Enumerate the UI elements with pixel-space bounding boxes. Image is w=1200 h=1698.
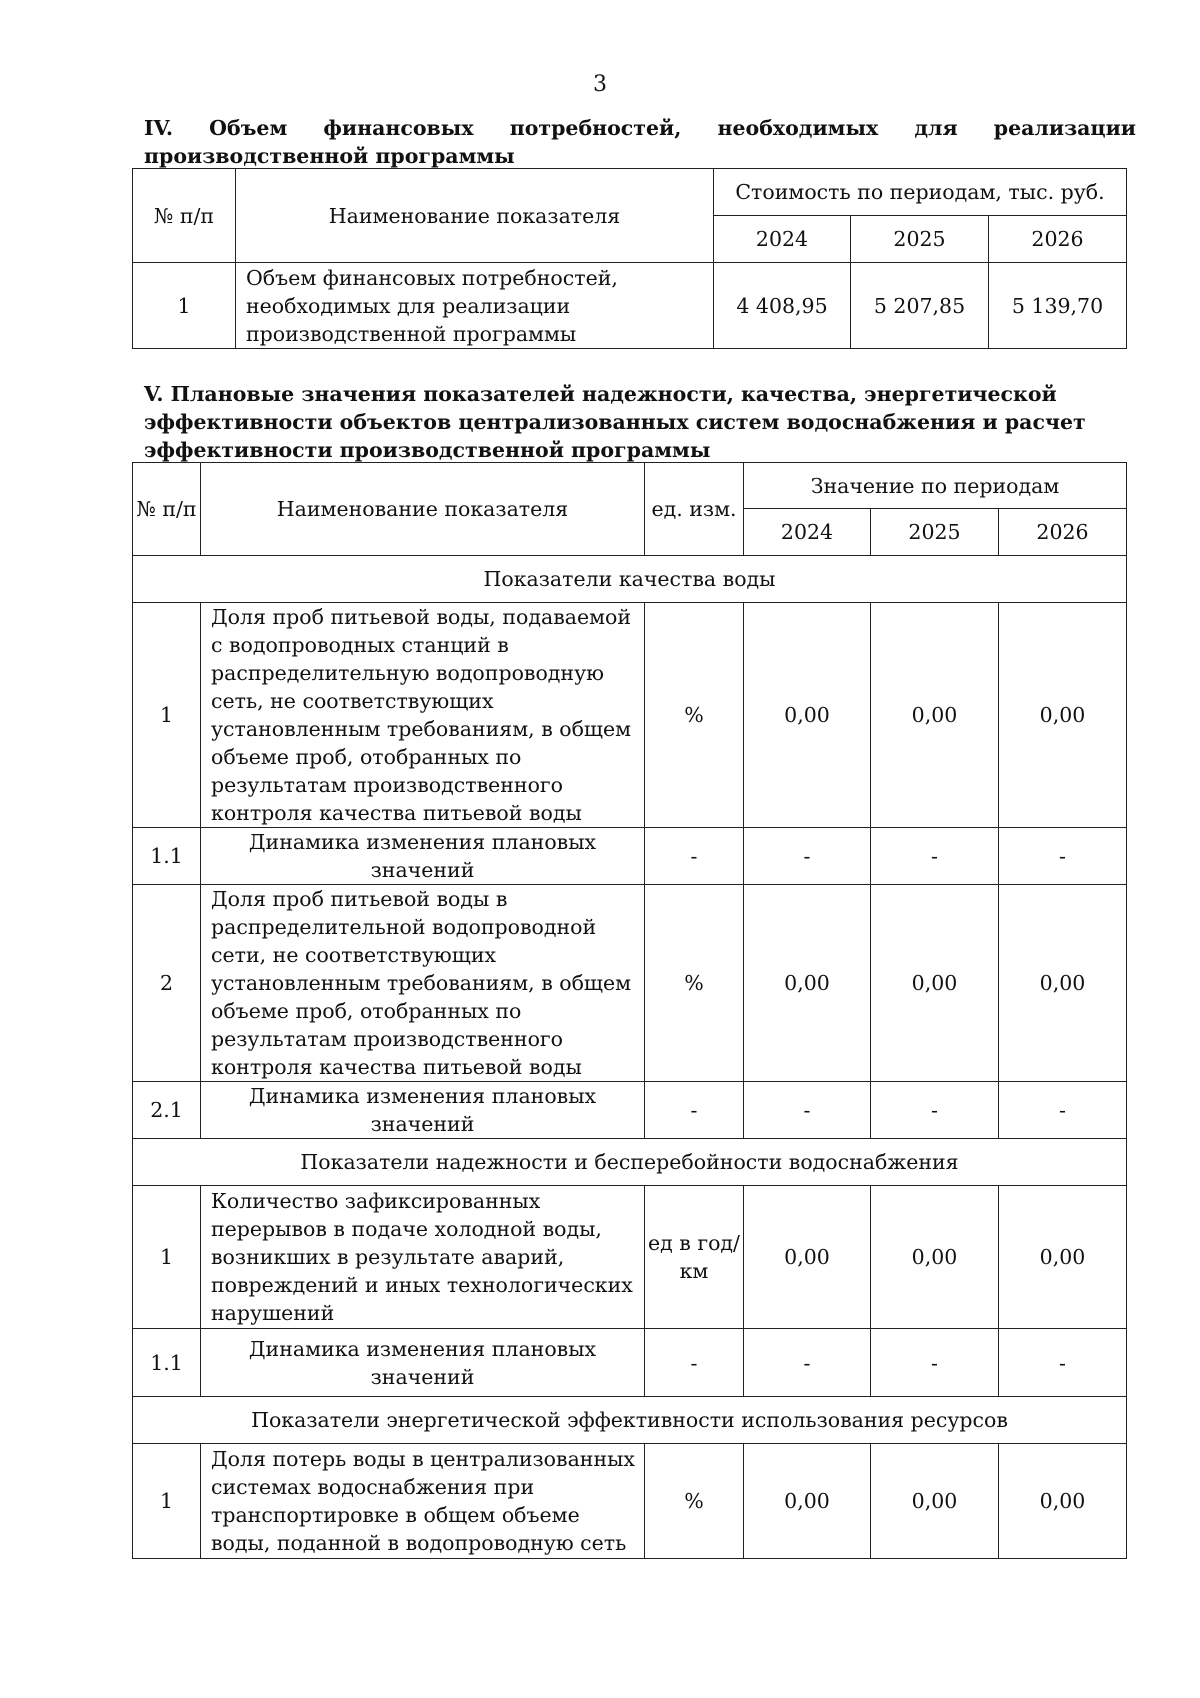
row-num: 1: [133, 1444, 201, 1559]
row-num: 1.1: [133, 828, 201, 885]
header-cost: Стоимость по периодам, тыс. руб.: [714, 169, 1127, 216]
group-title-water-quality: Показатели качества воды: [133, 556, 1127, 603]
table-row: [133, 603, 1127, 828]
table-row: [133, 828, 1127, 885]
row-value: 0,00: [999, 1186, 1127, 1329]
table-row: [133, 1329, 1127, 1397]
row-name: Динамика изменения плановых значений: [201, 1329, 645, 1397]
row-unit: ед в год/ км: [645, 1186, 744, 1329]
row-name: Доля потерь воды в централизованных системах водоснабжения при транспортировке в общем объеме воды, поданной в водопроводную сеть: [201, 1444, 645, 1559]
row-value: 0,00: [871, 885, 999, 1082]
group-row: [133, 1397, 1127, 1444]
row-num: 2: [133, 885, 201, 1082]
header-values: Значение по периодам: [744, 463, 1127, 509]
header-name: Наименование показателя: [236, 169, 714, 263]
header-year: 2024: [714, 216, 851, 263]
header-name: Наименование показателя: [201, 463, 645, 556]
indicators-table: [132, 462, 1127, 1559]
header-num: № п/п: [133, 463, 201, 556]
row-unit: %: [645, 603, 744, 828]
row-unit: -: [645, 828, 744, 885]
row-name: Количество зафиксированных перерывов в подаче холодной воды, возникших в результате аварий, повреждений и иных технологических нарушений: [201, 1186, 645, 1329]
row-name: Объем финансовых потребностей, необходимых для реализации производственной программы: [236, 263, 714, 349]
row-value: 0,00: [999, 885, 1127, 1082]
row-num: 1: [133, 1186, 201, 1329]
row-unit: %: [645, 885, 744, 1082]
row-name: Динамика изменения плановых значений: [201, 828, 645, 885]
row-value: 5 207,85: [851, 263, 989, 349]
table-row: [133, 1444, 1127, 1559]
row-value: -: [871, 828, 999, 885]
financial-needs-table: [132, 168, 1127, 349]
table-row: [133, 1186, 1127, 1329]
row-value: -: [744, 828, 871, 885]
row-name: Доля проб питьевой воды в распределительной водопроводной сети, не соответствующих установленным требованиям, в общем объеме проб, отобранных по результатам производственного контроля качества питьевой воды: [201, 885, 645, 1082]
row-unit: -: [645, 1082, 744, 1139]
row-value: 0,00: [871, 1186, 999, 1329]
header-year: 2025: [851, 216, 989, 263]
header-year: 2024: [744, 509, 871, 556]
header-year: 2025: [871, 509, 999, 556]
row-name: Динамика изменения плановых значений: [201, 1082, 645, 1139]
row-value: 0,00: [744, 1444, 871, 1559]
row-value: 0,00: [744, 885, 871, 1082]
row-value: 0,00: [871, 1444, 999, 1559]
row-num: 2.1: [133, 1082, 201, 1139]
row-value: 5 139,70: [989, 263, 1127, 349]
section-v-title: V. Плановые значения показателей надежности, качества, энергетической эффективности объектов централизованных систем водоснабжения и расчет эффективности производственной программы: [144, 382, 1086, 462]
row-num: 1: [133, 263, 236, 349]
row-value: -: [871, 1329, 999, 1397]
row-value: 0,00: [999, 1444, 1127, 1559]
header-year: 2026: [999, 509, 1127, 556]
header-unit: ед. изм.: [645, 463, 744, 556]
row-value: -: [744, 1329, 871, 1397]
row-value: -: [871, 1082, 999, 1139]
group-title-reliability: Показатели надежности и бесперебойности водоснабжения: [133, 1139, 1127, 1186]
group-title-energy-efficiency: Показатели энергетической эффективности использования ресурсов: [133, 1397, 1127, 1444]
row-num: 1: [133, 603, 201, 828]
row-num: 1.1: [133, 1329, 201, 1397]
table-header-row: [133, 463, 1127, 509]
row-value: 0,00: [744, 603, 871, 828]
row-value: -: [744, 1082, 871, 1139]
table-header-row: [133, 169, 1127, 216]
table-row: [133, 1082, 1127, 1139]
row-value: 0,00: [999, 603, 1127, 828]
row-name: Доля проб питьевой воды, подаваемой с водопроводных станций в распределительную водопроводную сеть, не соответствующих установленным требованиям, в общем объеме проб, отобранных по результатам производственного контроля качества питьевой воды: [201, 603, 645, 828]
section-iv-title: IV. Объем финансовых потребностей, необходимых для реализации производственной программы: [144, 116, 1136, 168]
row-value: 4 408,95: [714, 263, 851, 349]
group-row: [133, 1139, 1127, 1186]
row-unit: -: [645, 1329, 744, 1397]
table-row: [133, 885, 1127, 1082]
header-year: 2026: [989, 216, 1127, 263]
row-value: 0,00: [744, 1186, 871, 1329]
row-value: -: [999, 1329, 1127, 1397]
row-unit: %: [645, 1444, 744, 1559]
page-number: 3: [593, 72, 607, 97]
row-value: -: [999, 828, 1127, 885]
header-num: № п/п: [133, 169, 236, 263]
group-row: [133, 556, 1127, 603]
row-value: -: [999, 1082, 1127, 1139]
table-row: [133, 263, 1127, 349]
row-value: 0,00: [871, 603, 999, 828]
